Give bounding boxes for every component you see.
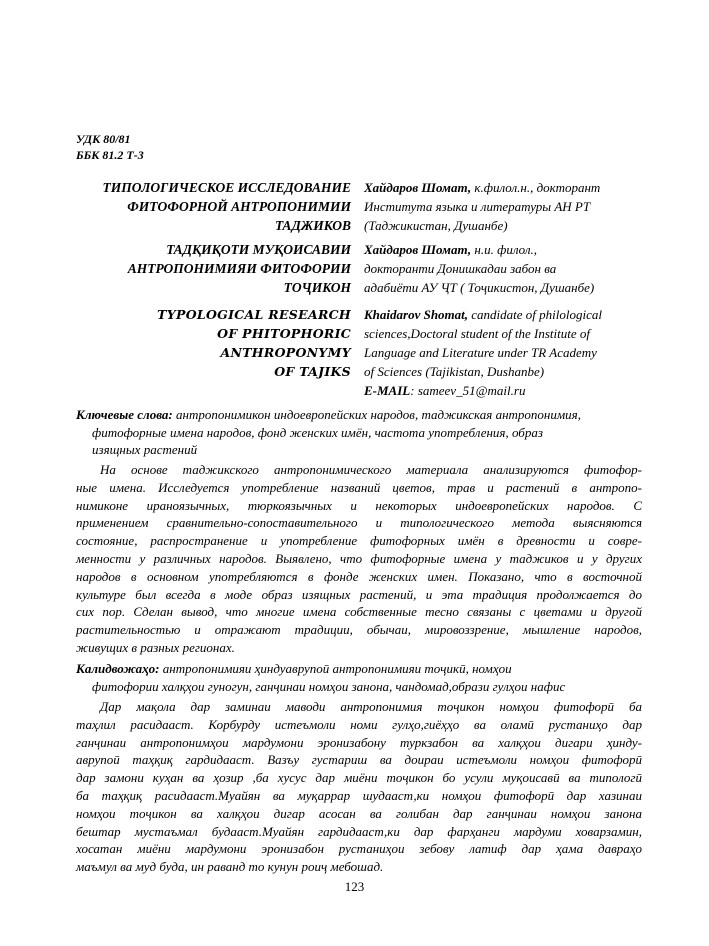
keywords-text: антропонимикон индоевропейских народов, таджикская антропонимия, — [172, 407, 581, 422]
title-line: ТАДЖИКОВ — [275, 218, 351, 233]
bbk-code: ББК 81.2 Т-3 — [76, 148, 144, 162]
author-degree: н.и. филол., — [471, 242, 538, 257]
abstract-line: хосатан миёни мардумони эронизабон рустаниҳои зебову латиф дар ҳама давраҳо — [76, 841, 642, 857]
email-address[interactable]: : sameev_51@mail.ru — [410, 383, 526, 398]
author-affiliation: sciences,Doctoral student of the Institute of — [364, 326, 591, 341]
author-ru — [364, 178, 644, 235]
abstract-line: бештар мустаъмал будааст.Муайян гардидааст,ки дар фарҳанги мардуми ховарзамин, — [76, 823, 642, 839]
title-line: ТАДҚИҚОТИ МУҚОИСАВИИ — [166, 242, 351, 257]
abstract-line: ба таҳқиқ расидааст.Муайян ва муқаррар шудааст,ки номҳои фитофорӣ дар хазинаи — [76, 787, 642, 803]
title-line: TYPOLOGICAL RESEARCH — [157, 307, 351, 322]
author-name: Хайдаров Шомат, — [364, 242, 472, 257]
abstract-line: аврупоӣ таҳқиқ гардидааст. Вазъу густариш ва доираи истеъмоли номҳои фитофорӣ — [76, 752, 642, 768]
abstract-line: номҳои тоҷикон ва халқҳои дигар асосан ва голибан дар ганҷинаи номҳои занона — [76, 805, 642, 821]
title-line: OF TAJIKS — [274, 364, 351, 379]
page-number: 123 — [344, 879, 365, 894]
author-en — [364, 305, 644, 400]
author-location: адабиёти АУ ҶТ ( Тоҷикистон, Душанбе) — [364, 280, 595, 295]
keywords-text: изящных растений — [92, 442, 198, 457]
abstract-line: сих пор. Сделан вывод, что многие имена собственные тесно связаны с цветами и другой — [76, 604, 642, 620]
author-name: Хайдаров Шомат, — [364, 180, 472, 195]
abstract-line: культуре был всегда в моде образ изящных растений, и эта традиция продолжается до — [76, 586, 642, 602]
abstract-line: таҳлил расидааст. Корбурду истеъмоли номи гулҳо,гиёҳҳо ва оламӣ рустаниҳо дар — [76, 716, 642, 732]
keywords-label: Калидвожаҳо: — [76, 661, 160, 676]
author-tj — [364, 240, 644, 297]
abstract-ru — [76, 461, 642, 657]
udk-code: УДК 80/81 — [76, 132, 131, 146]
abstract-line: живущих в разных регионах. — [76, 639, 235, 655]
abstract-line: применением сравнительно-сопоставительного и типологического метода выясняются — [76, 515, 642, 531]
email-label: E-MAIL — [364, 383, 411, 398]
title-ru — [76, 178, 351, 235]
abstract-line: На основе таджикского антропонимического материала анализируются фитофор- — [100, 462, 642, 477]
title-line: ТОҶИКОН — [283, 280, 351, 295]
title-line: АНТРОПОНИМИЯИ ФИТОФОРИИ — [127, 261, 351, 276]
abstract-line: дар замони куҳан ва ҳозир ,ба хусус дар миёни тоҷикон бо усули муқоисавӣ ва типологӣ — [76, 770, 642, 786]
title-line: OF PHITOPHORIC — [217, 326, 351, 341]
abstract-line: нимиконе ираноязычных, тюркоязычных и некоторых индоевропейских народов. С — [76, 497, 642, 513]
author-degree: к.филол.н., докторант — [471, 180, 601, 195]
title-line: ANTHROPONYMY — [220, 345, 351, 360]
abstract-line: Дар мақола дар заминаи маводи антропонимия тоҷикон номҳои фитофорӣ ба — [100, 699, 642, 714]
author-name: Khaidarov Shomat, — [364, 307, 469, 322]
title-line: ФИТОФОРНОЙ АНТРОПОНИМИИ — [127, 199, 351, 214]
keywords-label: Ключевые слова: — [76, 407, 173, 422]
abstract-line: ные имена. Исследуется употребление названий цветов, трав и растений в антропо- — [76, 479, 642, 495]
keywords-text: антропонимияи ҳиндуаврупоӣ антропонимияи тоҷикӣ, номҳои — [159, 661, 512, 676]
keywords-text: фитофорные имена народов, фонд женских имён, частота употребления, образ — [92, 424, 543, 440]
abstract-line: ганҷинаи антропонимҳои мардумони эронизабону туркзабон ва халқҳои дигари ҳинду- — [76, 734, 642, 750]
abstract-line: маъмул ва муд буда, ин раванд то кунун роиҷ мебошад. — [76, 859, 384, 875]
abstract-line: растительностью и отражают традиции, обычаи, мировоззрение, мышление народов, — [76, 622, 642, 638]
abstract-line: народов в основном употребляются в фонде женских имен. Показано, что в восточной — [76, 568, 642, 584]
author-email — [364, 381, 644, 400]
keywords-ru — [76, 406, 642, 459]
title-tj — [76, 240, 351, 297]
classification-codes — [76, 131, 144, 163]
author-location: (Таджикистан, Душанбе) — [364, 218, 508, 233]
abstract-line: состояние, распространение и употребление фитофорных имён в древности и совре- — [76, 533, 642, 549]
author-affiliation: докторанти Донишкадаи забон ва — [364, 261, 557, 276]
title-line: ТИПОЛОГИЧЕСКОЕ ИССЛЕДОВАНИЕ — [102, 180, 351, 195]
abstract-tj — [76, 698, 642, 876]
abstract-line: менности у различных народов. Выявлено, что фитофорные имена у таджиков и у других — [76, 550, 642, 566]
author-degree: candidate of philological — [468, 307, 602, 322]
author-affiliation: Language and Literature under TR Academy — [364, 345, 597, 360]
author-affiliation: Института языка и литературы АН РТ — [364, 199, 591, 214]
keywords-text: фитофории халқҳои гуногун, ганҷинаи номҳои занона, чандомад,образи гулҳои нафис — [92, 678, 566, 694]
author-location: of Sciences (Tajikistan, Dushanbe) — [364, 364, 545, 379]
keywords-tj — [76, 660, 642, 695]
title-en — [76, 305, 351, 381]
